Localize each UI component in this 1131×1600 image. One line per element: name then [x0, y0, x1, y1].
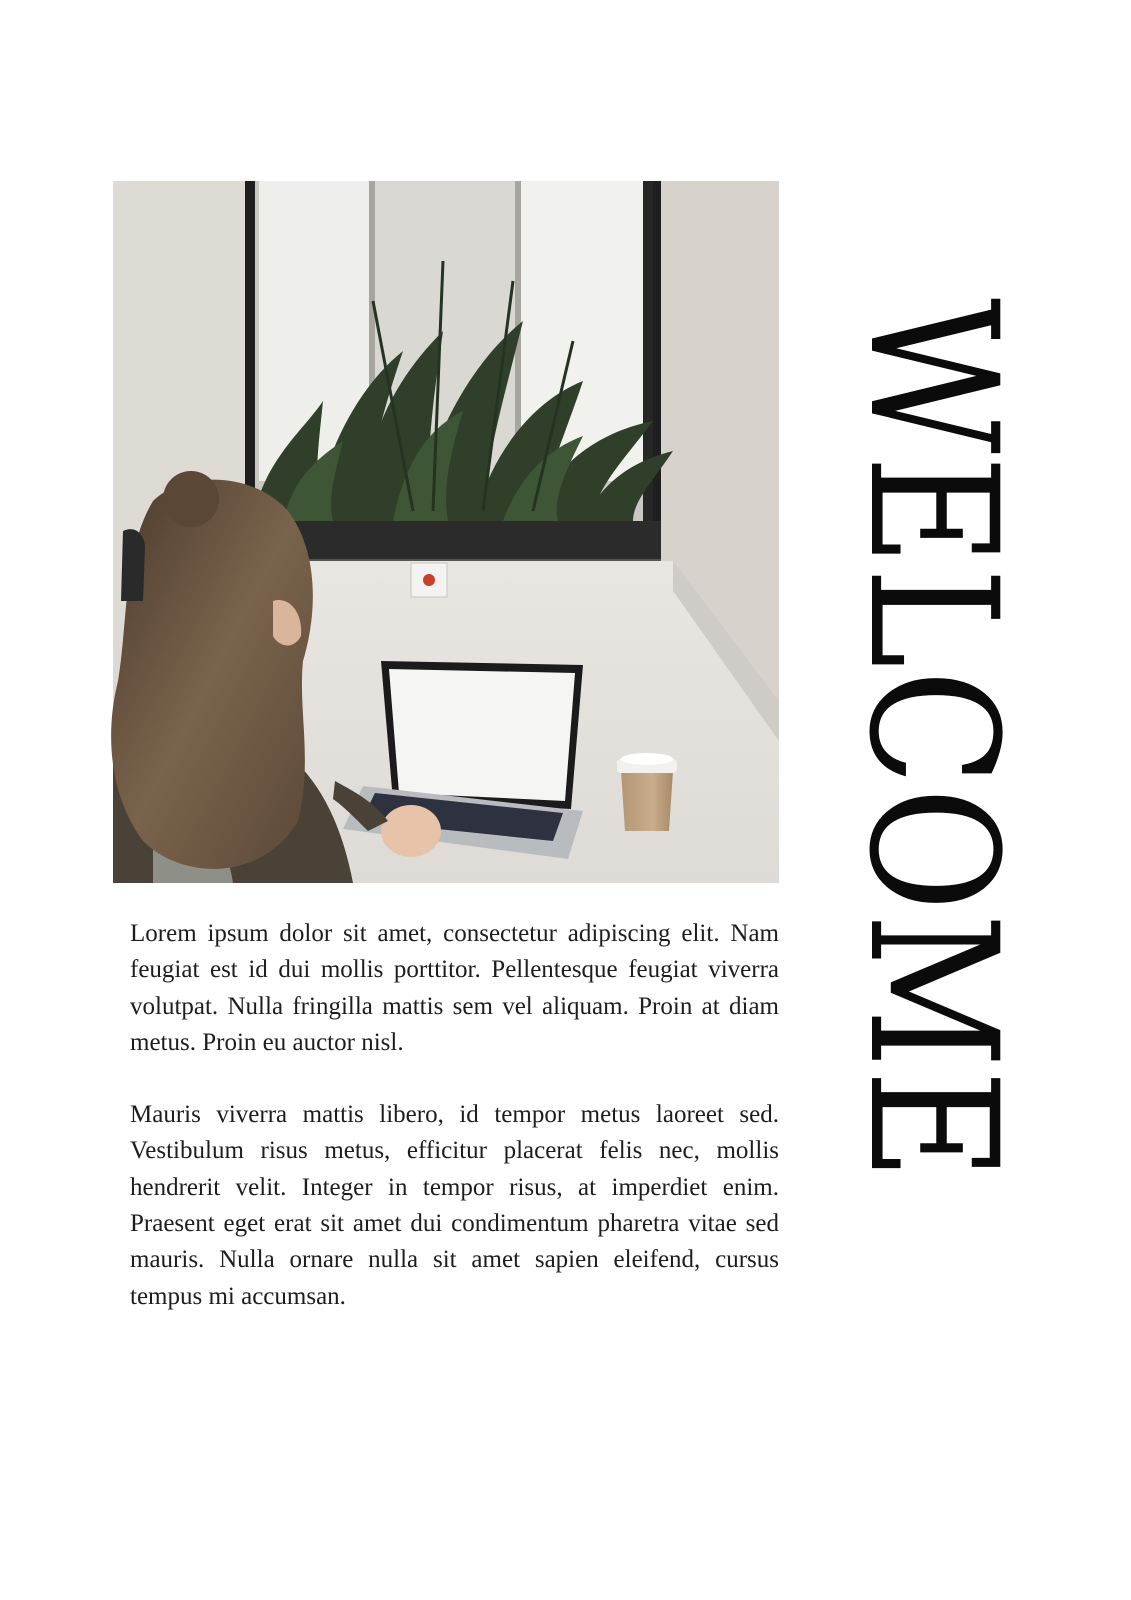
title-vertical [830, 180, 1035, 1300]
page-title [830, 180, 1035, 1300]
paragraph-2: Mauris viverra mattis libero, id tempor metus laoreet sed. Vestibulum risus metus, efficitur placerat felis nec, mollis hendrerit velit. Integer in tempor risus, at imperdiet enim. Praesent eget erat sit amet dui condimentum pharetra vitae sed mauris. Nulla ornare nulla sit amet sapien eleifend, cursus tempus mi accumsan. [130, 1101, 779, 1310]
page-title-text: WELCOME [830, 297, 1035, 1182]
paragraph-1: Lorem ipsum dolor sit amet, consectetur adipiscing elit. Nam feugiat est id dui mollis porttitor. Pellentesque feugiat viverra volutpat. Nulla fringilla mattis sem vel aliquam. Proin at diam metus. Proin eu auctor nisl. [130, 920, 779, 1056]
body-text [130, 916, 779, 1351]
woman-laptop-photo [113, 181, 779, 883]
